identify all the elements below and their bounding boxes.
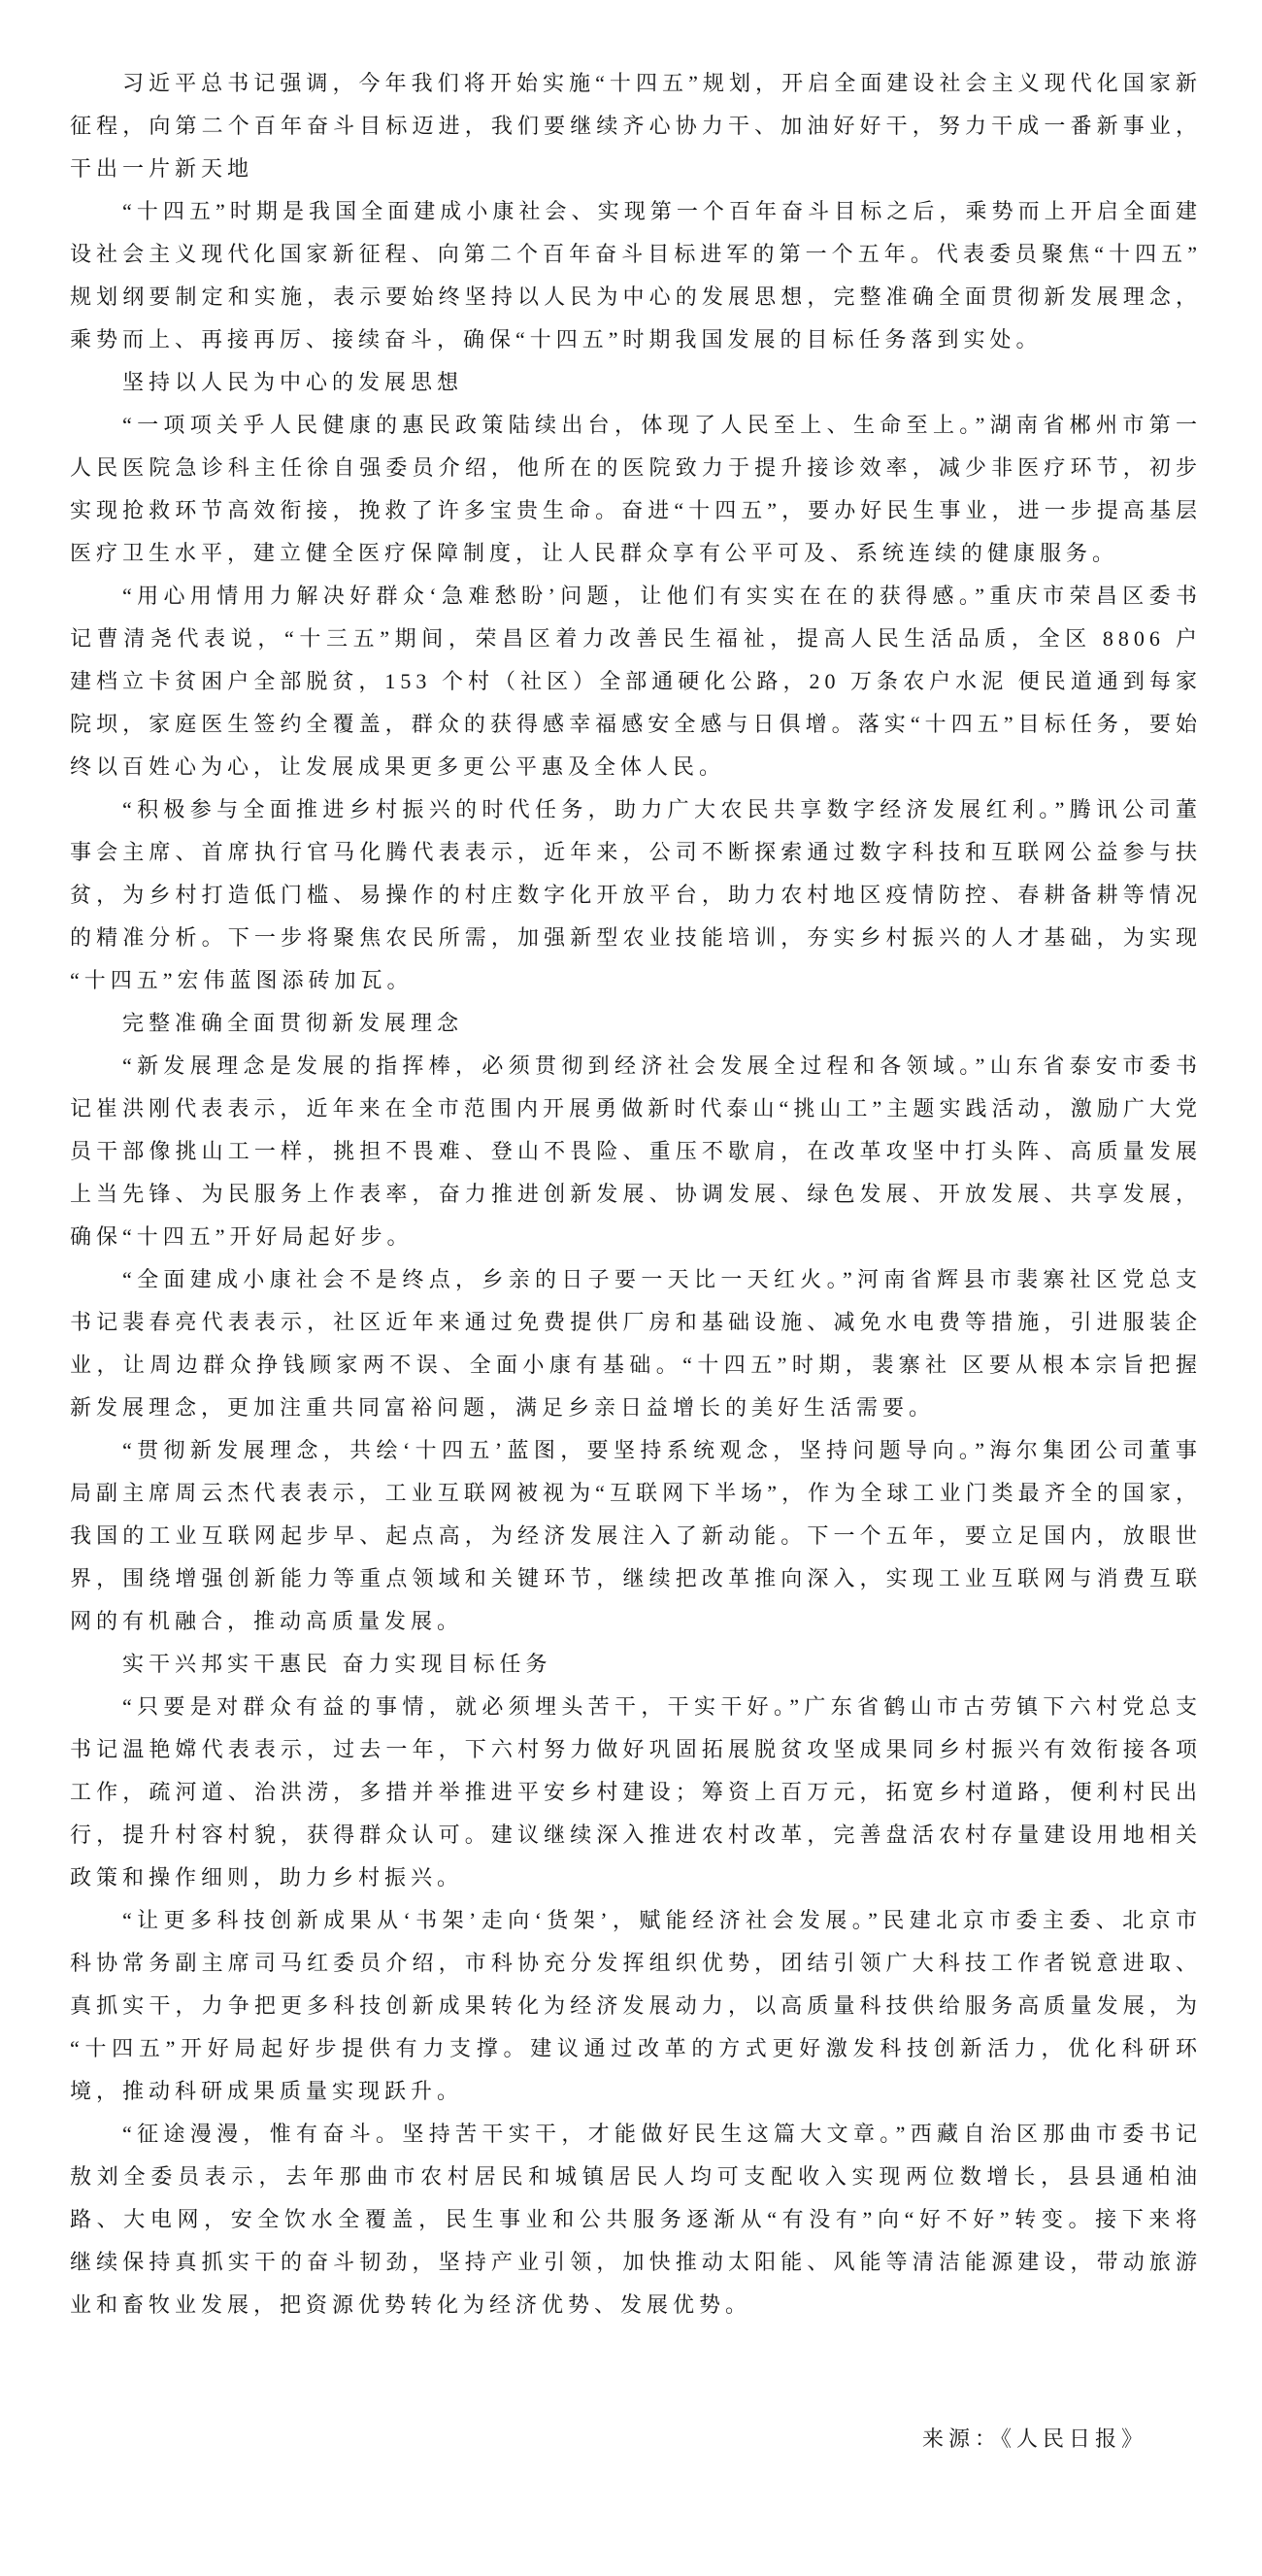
paragraph: “贯彻新发展理念，共绘‘十四五’蓝图，要坚持系统观念，坚持问题导向。”海尔集团公司董事局副主席周云杰代表表示，工业互联网被视为“互联网下半场”，作为全球工业门类最齐全的国家，我国的工业互联网起步早、起点高，为经济发展注入了新动能。下一个五年，要立足国内，放眼世界，围绕增强创新能力等重点领域和关键环节，继续把改革推向深入，实现工业互联网与消费互联网的有机融合，推动高质量发展。 bbox=[70, 1438, 1202, 1633]
article-body bbox=[70, 62, 1202, 2326]
section-heading: 坚持以人民为中心的发展思想 bbox=[122, 370, 464, 394]
paragraph: “征途漫漫，惟有奋斗。坚持苦干实干，才能做好民生这篇大文章。”西藏自治区那曲市委书记敖刘全委员表示，去年那曲市农村居民和城镇居民人均可支配收入实现两位数增长，县县通柏油路、大电网，安全饮水全覆盖，民生事业和公共服务逐渐从“有没有”向“好不好”转变。接下来将继续保持真抓实干的奋斗韧劲，坚持产业引领，加快推动太阳能、风能等清洁能源建设，带动旅游业和畜牧业发展，把资源优势转化为经济优势、发展优势。 bbox=[70, 2122, 1202, 2317]
paragraph: “十四五”时期是我国全面建成小康社会、实现第一个百年奋斗目标之后，乘势而上开启全面建设社会主义现代化国家新征程、向第二个百年奋斗目标进军的第一个五年。代表委员聚焦“十四五”规划纲要制定和实施，表示要始终坚持以人民为中心的发展思想，完整准确全面贯彻新发展理念，乘势而上、再接再厉、接续奋斗，确保“十四五”时期我国发展的目标任务落到实处。 bbox=[70, 199, 1202, 351]
source-attribution: 来源：《人民日报》 bbox=[921, 2426, 1147, 2451]
paragraph: “全面建成小康社会不是终点，乡亲的日子要一天比一天红火。”河南省辉县市裴寨社区党总支书记裴春亮代表表示，社区近年来通过免费提供厂房和基础设施、减免水电费等措施，引进服装企业，让周边群众挣钱顾家两不误、全面小康有基础。“十四五”时期，裴寨社 区要从根本宗旨把握新发展理念，更加注重共同富裕问题，满足乡亲日益增长的美好生活需要。 bbox=[70, 1267, 1202, 1420]
section-heading: 实干兴邦实干惠民 奋力实现目标任务 bbox=[122, 1652, 552, 1676]
paragraph: “让更多科技创新成果从‘书架’走向‘货架’，赋能经济社会发展。”民建北京市委主委、北京市科协常务副主席司马红委员介绍，市科协充分发挥组织优势，团结引领广大科技工作者锐意进取、真抓实干，力争把更多科技创新成果转化为经济发展动力，以高质量科技供给服务高质量发展，为“十四五”开好局起好步提供有力支撑。建议通过改革的方式更好激发科技创新活力，优化科研环境，推动科研成果质量实现跃升。 bbox=[70, 1908, 1202, 2103]
section-heading: 完整准确全面贯彻新发展理念 bbox=[122, 1011, 464, 1035]
paragraph: “用心用情用力解决好群众‘急难愁盼’问题，让他们有实实在在的获得感。”重庆市荣昌区委书记曹清尧代表说，“十三五”期间，荣昌区着力改善民生福祉，提高人民生活品质，全区 8806 户建档立卡贫困户全部脱贫，153 个村（社区）全部通硬化公路，20 万条农户水泥 便民道通到每家院坝，家庭医生签约全覆盖，群众的获得感幸福感安全感与日俱增。落实“十四五”目标任务，要始终以百姓心为心，让发展成果更多更公平惠及全体人民。 bbox=[70, 584, 1202, 779]
paragraph: 习近平总书记强调，今年我们将开始实施“十四五”规划，开启全面建设社会主义现代化国家新征程，向第二个百年奋斗目标迈进，我们要继续齐心协力干、加油好好干，努力干成一番新事业，干出一片新天地 bbox=[70, 71, 1202, 181]
paragraph: “一项项关乎人民健康的惠民政策陆续出台，体现了人民至上、生命至上。”湖南省郴州市第一人民医院急诊科主任徐自强委员介绍，他所在的医院致力于提升接诊效率，减少非医疗环节，初步实现抢救环节高效衔接，挽救了许多宝贵生命。奋进“十四五”，要办好民生事业，进一步提高基层医疗卫生水平，建立健全医疗保障制度，让人民群众享有公平可及、系统连续的健康服务。 bbox=[70, 413, 1202, 565]
paragraph: “新发展理念是发展的指挥棒，必须贯彻到经济社会发展全过程和各领域。”山东省泰安市委书记崔洪刚代表表示，近年来在全市范围内开展勇做新时代泰山“挑山工”主题实践活动，激励广大党员干部像挑山工一样，挑担不畏难、登山不畏险、重压不歇肩，在改革攻坚中打头阵、高质量发展上当先锋、为民服务上作表率，奋力推进创新发展、协调发展、绿色发展、开放发展、共享发展，确保“十四五”开好局起好步。 bbox=[70, 1054, 1202, 1249]
paragraph: “积极参与全面推进乡村振兴的时代任务，助力广大农民共享数字经济发展红利。”腾讯公司董事会主席、首席执行官马化腾代表表示，近年来，公司不断探索通过数字科技和互联网公益参与扶贫，为乡村打造低门槛、易操作的村庄数字化开放平台，助力农村地区疫情防控、春耕备耕等情况的精准分析。下一步将聚焦农民所需，加强新型农业技能培训，夯实乡村振兴的人才基础，为实现“十四五”宏伟蓝图添砖加瓦。 bbox=[70, 797, 1202, 992]
paragraph: “只要是对群众有益的事情，就必须埋头苦干，干实干好。”广东省鹤山市古劳镇下六村党总支书记温艳嫦代表表示，过去一年，下六村努力做好巩固拓展脱贫攻坚成果同乡村振兴有效衔接各项工作，疏河道、治洪涝，多措并举推进平安乡村建设；筹资上百万元，拓宽乡村道路，便利村民出行，提升村容村貌，获得群众认可。建议继续深入推进农村改革，完善盘活农村存量建设用地相关政策和操作细则，助力乡村振兴。 bbox=[70, 1694, 1202, 1890]
